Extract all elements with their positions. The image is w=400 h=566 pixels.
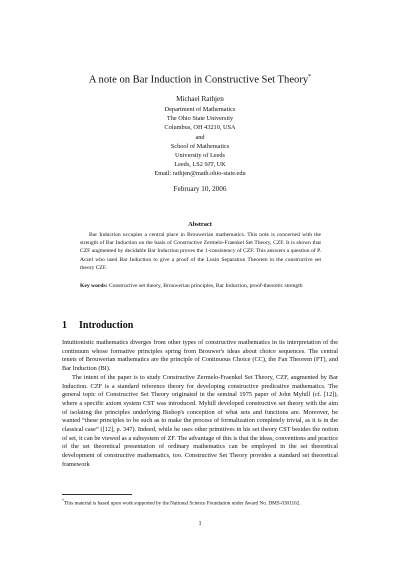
footnote <box>62 497 338 508</box>
author-email: Email: rathjen@math.ohio-state.edu <box>154 170 246 178</box>
affiliation-and: and <box>195 133 205 141</box>
keywords-text: Constructive set theory, Brouwerian principles, Bar Induction, proof-theoretic strength <box>108 283 303 289</box>
author-block <box>100 94 300 179</box>
author-name: Michael Rathjen <box>176 95 224 103</box>
abstract-heading: Abstract <box>188 221 212 228</box>
affiliation-line: Columbus, OH 43210, USA <box>164 124 236 132</box>
paper-title <box>20 71 380 87</box>
section-title: Introduction <box>79 320 134 331</box>
title-text: A note on Bar Induction in Constructive Set Theory <box>88 74 309 86</box>
affiliation-line: University of Leeds <box>174 152 225 160</box>
affiliation-line: Department of Mathematics <box>164 106 236 113</box>
footnote-text: This material is based upon work supported by the National Science Foundation under Award No. DMS-0301162. <box>64 500 301 507</box>
keywords-label: Key words: <box>80 283 108 289</box>
abstract-body <box>80 231 321 272</box>
title-footnote-mark: * <box>308 74 312 80</box>
section-body <box>62 339 338 470</box>
section-heading <box>62 320 145 331</box>
affiliation-line: The Ohio State University <box>166 115 234 123</box>
page-number: 1 <box>198 520 202 527</box>
paragraph: Intuitionistic mathematics diverges from other types of constructive mathematics in its interpretation of the continuum whose formative principles spring from Brouwer's ideas about choice sequences. The central tenets of Brouwerian mathematics are the principle of Continuous Choice (CC), the Fan Theorem (FT), and Bar Induction (BI). <box>62 339 338 373</box>
paragraph: The intent of the paper is to study Constructive Zermelo-Fraenkel Set Theory, CZF, augmented by Bar Induction. CZF is a standard reference theory for developing constructive predicative mathematics. The general topic of Constructive Set Theory originated in the seminal 1975 paper of John Myhill (cf. [12]), where a specific axiom system CST was introduced. Myhill developed constructive set theory with the aim of isolating the principles underlying Bishop's conception of what sets and functions are. Moreover, he wanted “these principles to be such as to make the process of formalization completely trivial, as it is in the classical case” ([12], p. 347). Indeed, while he uses other primitives in his set theory CST besides the notion of set, it can be viewed as a subsystem of ZF. The advantage of this is that the ideas, conventions and practice of the set theoretical presentation of ordinary mathematics can be employed in the set theoretical development of constructive mathematics, too. Constructive Set Theory provides a standard set theoretical framework <box>62 373 339 468</box>
keywords <box>80 282 321 290</box>
footnote-rule <box>62 494 132 495</box>
affiliation-line: Leeds, LS2 9JT, UK <box>174 161 226 169</box>
paper-date: February 10, 2006 <box>173 185 227 193</box>
section-number: 1 <box>62 320 67 331</box>
affiliation-line: School of Mathematics <box>170 142 230 150</box>
abstract-text: Bar Induction occupies a central place in Brouwerian mathematics. This note is concerned with the strength of Bar Induction on the basis of Constructive Zermelo-Fraenkel Set Theory, CZF. It is shown that CZF augmented by decidable Bar Induction proves the 1-consistency of CZF. This answers a question of P. Aczel who used Bar Induction to give a proof of the Lusin Separation Theorem in the constructive set theory CZF. <box>80 232 321 271</box>
footnote-mark: * <box>62 498 64 503</box>
